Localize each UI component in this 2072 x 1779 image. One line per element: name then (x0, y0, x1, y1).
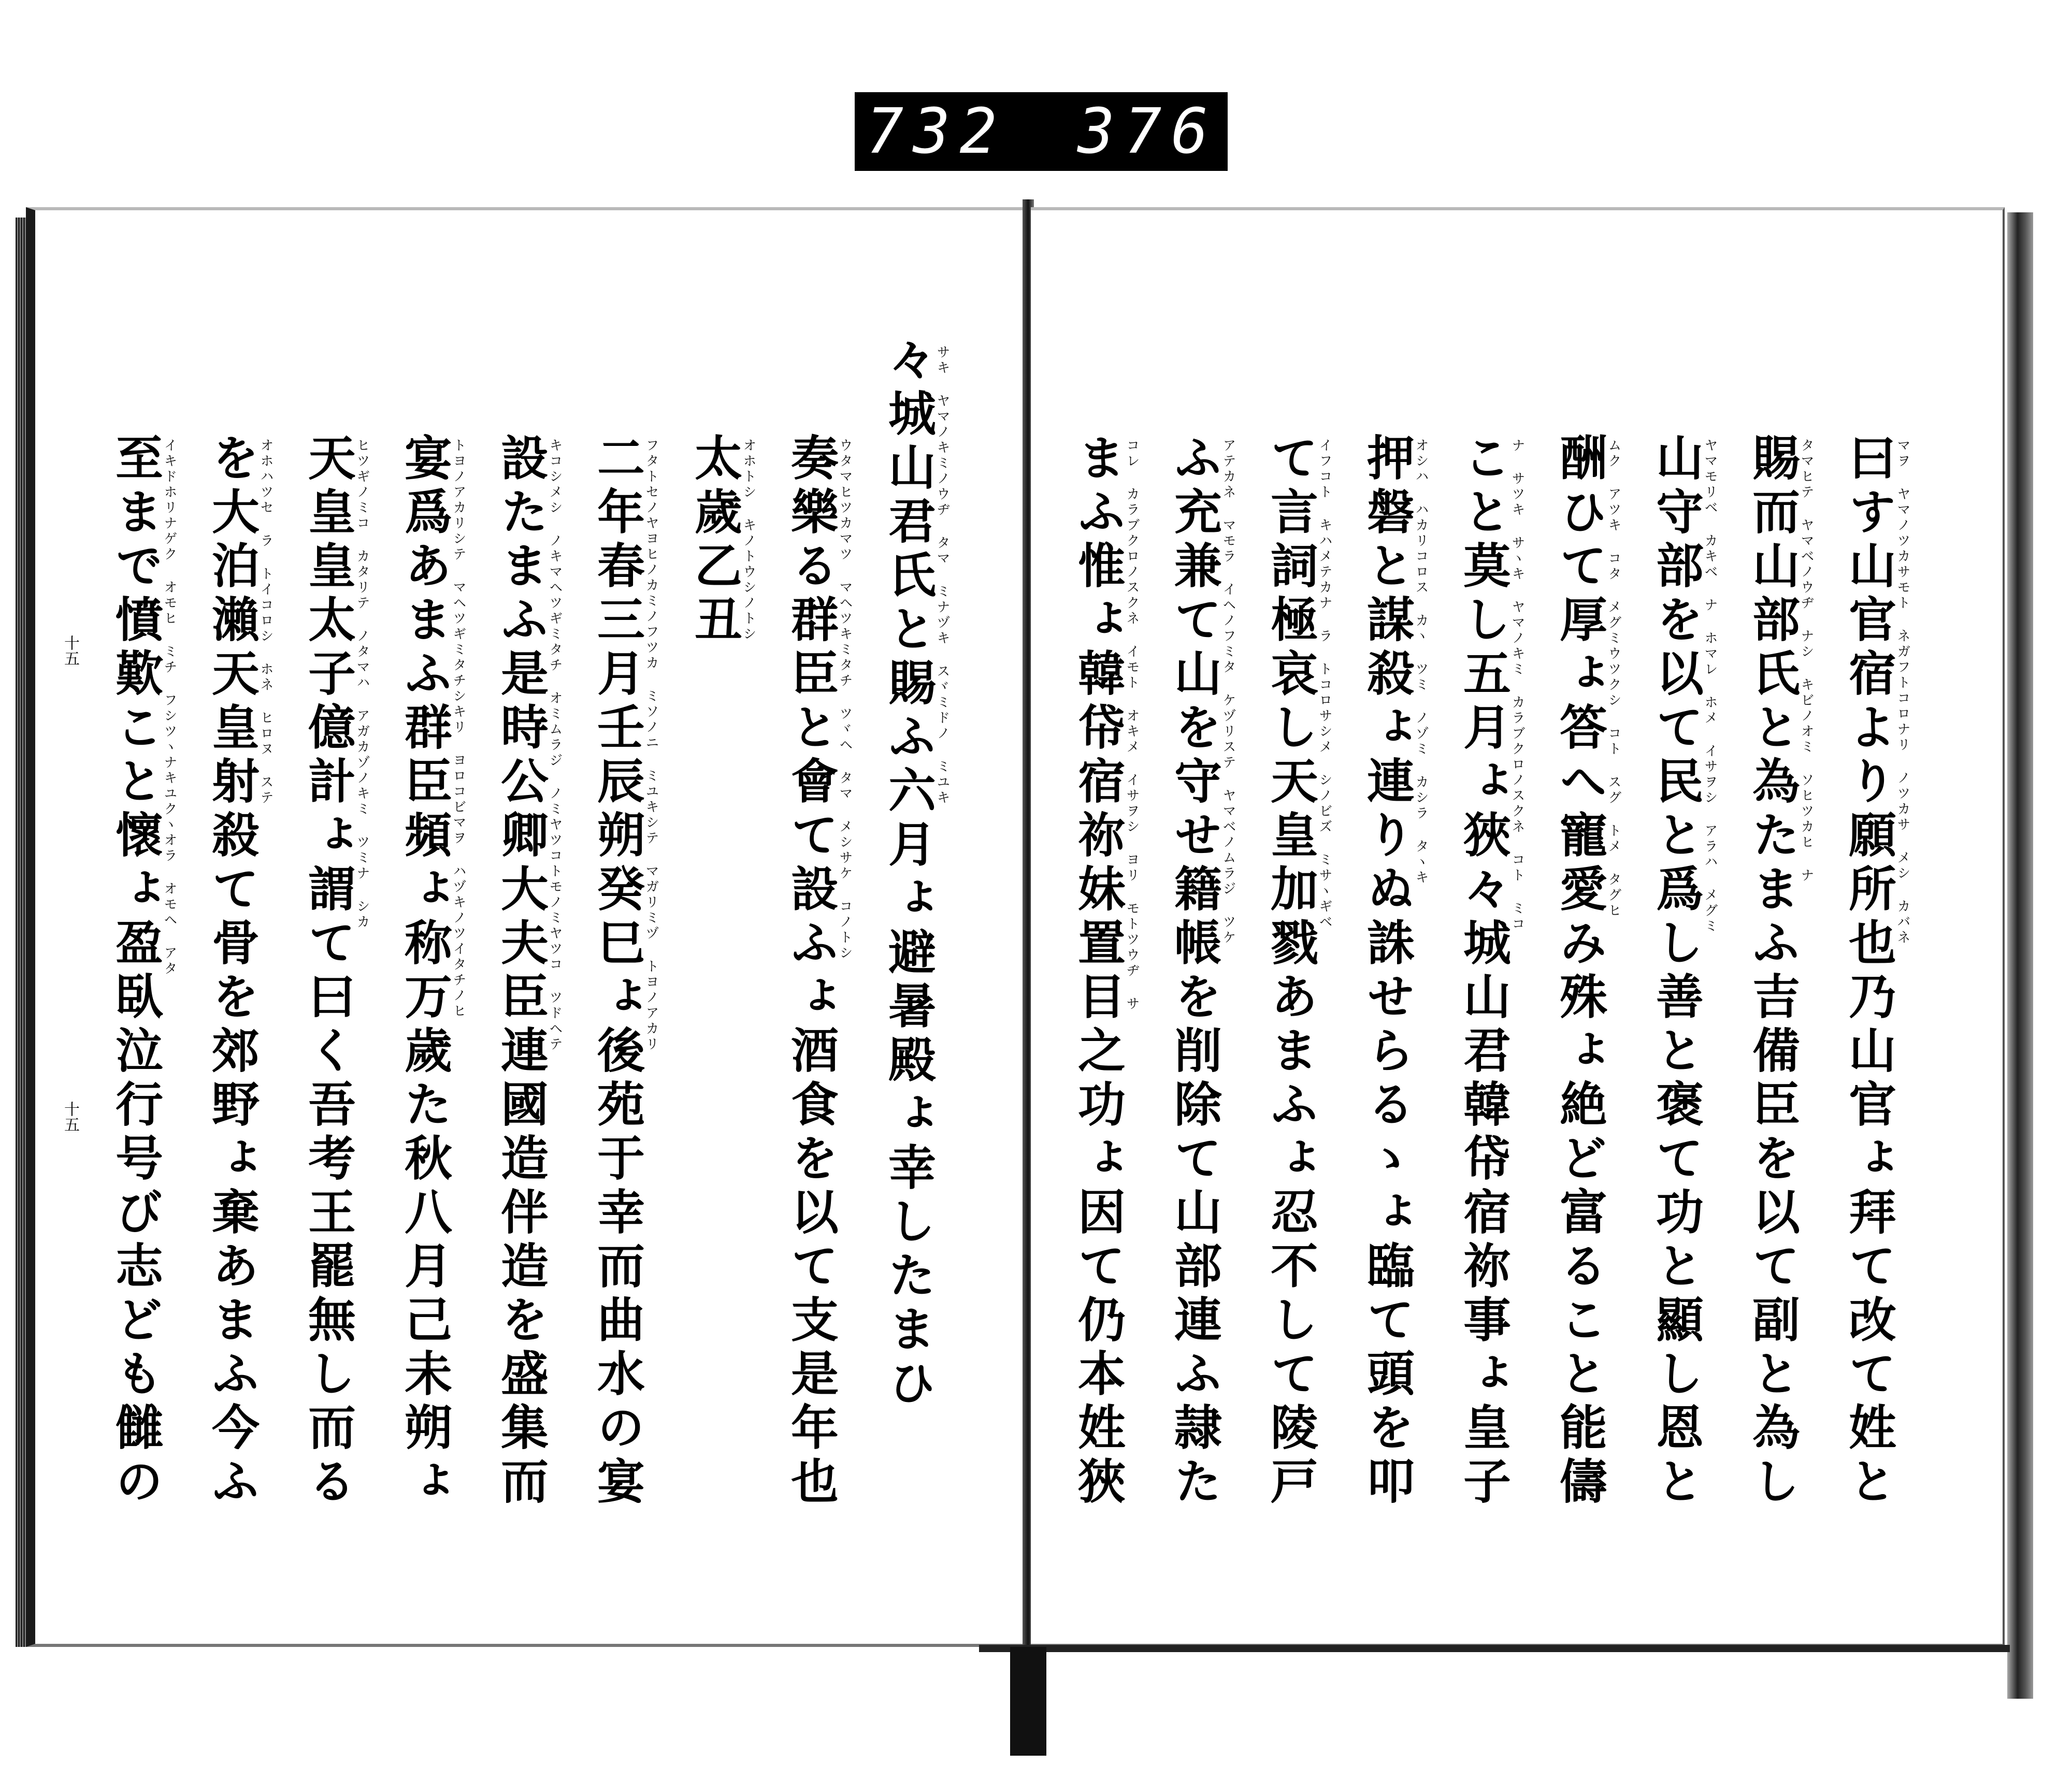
left-column-5: 設たまふ是時公卿大夫臣連國造伴造を盛集而 (493, 433, 549, 1510)
gutter-binding (1010, 1647, 1046, 1756)
right-column-6: 押磐と謀殺ょ連りぬ誅せらるゝょ臨て頭を叩 (1359, 433, 1415, 1510)
page-bottom-shadow (979, 1645, 2010, 1652)
right-column-4: 酬ひて厚ょ答へ寵愛み殊ょ絶ど富ること能儔 (1552, 433, 1608, 1510)
right-column-9: まふ惟ょ韓帒宿祢妹置目之功ょ因て仍本姓狹 (1070, 433, 1126, 1510)
left-column-2: 奏樂る群臣と會て設ふょ酒食を以て支是年也 (783, 433, 839, 1510)
left-column-3: 太歲乙丑 (687, 433, 743, 648)
frame-number-right: 376. (1077, 96, 1264, 168)
right-ruby-4: ムク アツキ コタ メグミウツクシ コト スグ トメ タグヒ (1606, 438, 1621, 919)
book-spread (16, 207, 2031, 1756)
right-ruby-9: コレ カラブクロノスクネ イモト オキメ イサヲシ ヨリ モトツウヂ サ (1124, 438, 1140, 1012)
left-folio-top: 十五 (61, 635, 79, 666)
left-ruby-4: フタトセノヤヨヒノカミノフツカ ミソノニ ミユキシテ マガリミヅ トヨノアカリ (643, 438, 659, 1052)
right-ruby-7: イフコト キハメテカナ ラ トコロサシメ シノビズ ミサヽギベ (1317, 438, 1332, 930)
right-column-2: 賜而山部氏と為たまふ吉備臣を以て副と為し (1745, 433, 1801, 1510)
left-ruby-9: イキドホリナゲク オモヒ ミチ フシツヽナキユクヽオラ オモヘ アタ (162, 438, 177, 977)
right-page (1031, 207, 2005, 1647)
right-column-7: て言詞極哀し天皇加戮あまふょ忍不して陵戸 (1263, 433, 1319, 1510)
left-column-6: 宴爲あまふ群臣頻ょ称万歲た秋八月己未朔ょ (397, 433, 453, 1510)
left-ruby-2: ウタマヒツカマツ マヘツキミタチ ツヾヘ タマ メシサケ コノトシ (837, 438, 853, 961)
left-column-4: 二年春三月壬辰朔癸巳ょ後苑于幸而曲水の宴 (589, 433, 645, 1510)
page-edge-right (2007, 212, 2033, 1699)
frame-number-label (855, 92, 1264, 171)
right-ruby-2: タマヒテ ヤマベノウヂ ナシ キビノオミ ソヒツカヒ ナ (1798, 438, 1814, 884)
right-column-1: 曰す山官宿より願所也乃山官ょ拜て改て姓と (1841, 433, 1897, 1510)
left-ruby-5: キコシメシ ノキマヘツギミタチ オミムラジ ノミヤツコトモノミヤツコ ツドヘテ (547, 438, 563, 1052)
left-folio-bottom: 十五 (61, 1101, 79, 1132)
left-ruby-8: オホハツセ ラ トイコロシ ホネ ヒロヌ ステ (258, 438, 274, 806)
right-column-5: こと莫し五月ょ狹々城山君韓帒宿祢事ょ皇子 (1456, 433, 1512, 1510)
right-column-8: ふ充兼て山を守せ籍帳を削除て山部連ふ隷た (1167, 433, 1222, 1510)
left-column-9: 至まで憤歎こと懷ょ盈臥泣行号び志ども雠の (108, 433, 164, 1510)
right-ruby-8: アテカネ マモラ イヘノフミタ ケヅリステ ヤマベノムラジ ツケ (1220, 438, 1236, 946)
right-column-3: 山守部を以て民と爲し善と褒て功と顯し恩と (1648, 433, 1704, 1510)
left-page (26, 207, 1026, 1647)
left-ruby-3: オホトシ キノトウシノトシ (741, 438, 756, 642)
left-ruby-6: トヨノアカリシテ マヘツギミタチシキリ ヨロコビマヲ ハヅキノツイタチノヒ (451, 438, 466, 1019)
right-ruby-6: オシハ ハカリコロス カヽ ツミ ノゾミ カシラ タヽキ (1413, 438, 1429, 886)
left-column-8: を大泊瀨天皇射殺て骨を郊野ょ棄あまふ今ふ (204, 433, 260, 1510)
left-ruby-7: ヒツギノミコ カタリテ ノタマハ アガカゾノキミ ツミナ シカ (354, 438, 370, 930)
right-ruby-3: ヤマモリベ カキベ ナ ホマレ ホメ イサヲシ アラハ メグミ (1702, 438, 1718, 934)
right-ruby-5: ナ サツキ サヽキ ヤマノキミ カラブクロノスクネ コト ミコ (1509, 438, 1525, 932)
left-column-7: 天皇皇太子億計ょ謂て曰く吾考王罷無し而る (300, 433, 356, 1510)
right-ruby-1: マヲ ヤマノツカサモト ネガフトコロナリ ノツカサ メシ カバネ (1895, 438, 1910, 946)
left-ruby-1: サキ ヤマノキミノウヂ タマ ミナヅキ スヾミドノ ミユキ (934, 345, 950, 806)
frame-number-left: 732 (866, 96, 1006, 168)
left-column-1: 々城山君氏と賜ふ六月ょ避暑殿ょ幸したまひ (881, 335, 937, 1412)
